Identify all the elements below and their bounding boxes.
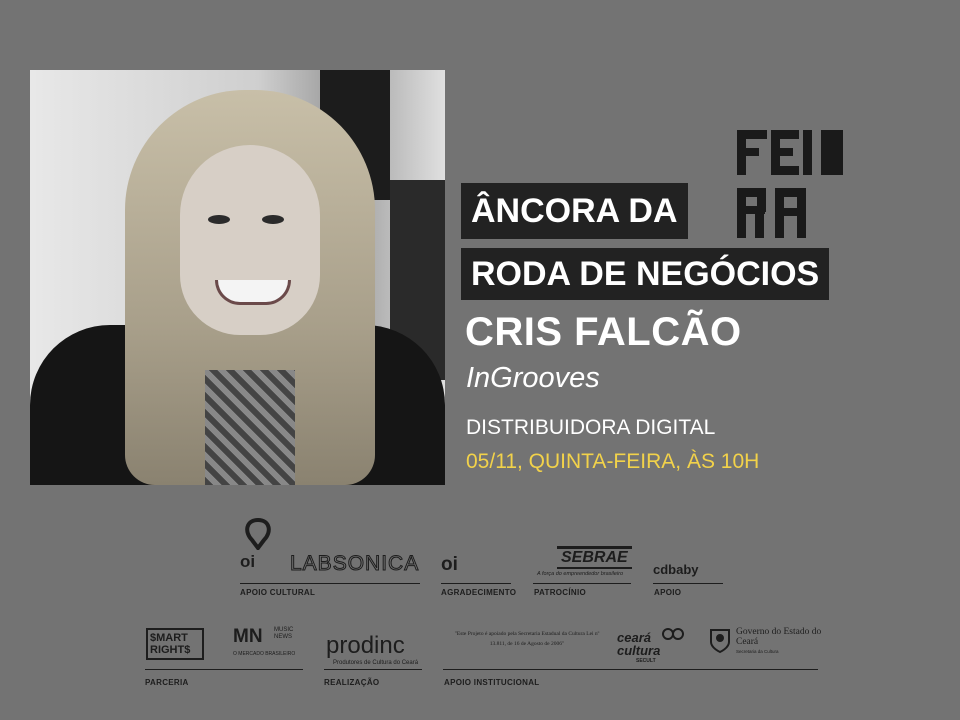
event-schedule: 05/11, QUINTA-FEIRA, ÀS 10H: [466, 450, 760, 473]
eye: [262, 215, 284, 224]
divider: [324, 669, 422, 670]
divider: [443, 669, 818, 670]
mn-tagline: O MERCADO BRASILEIRO: [233, 651, 296, 657]
sebrae-logo: SEBRAE: [557, 546, 632, 569]
oi-futuro-logo: oi: [240, 552, 256, 571]
agradecimento-caption: AGRADECIMENTO: [441, 588, 517, 597]
divider: [145, 669, 303, 670]
mn-music-news: MUSIC NEWS: [274, 627, 294, 640]
apoio-caption: APOIO: [654, 588, 682, 597]
smart-rights-logo: $MART RIGHT$: [146, 628, 204, 660]
speaker-photo: [30, 70, 445, 485]
divider: [240, 583, 420, 584]
oi-logo: oi: [441, 554, 458, 575]
headline-line-2: RODA DE NEGÓCIOS: [461, 248, 829, 300]
governo-subtitle: Secretaria da Cultura: [736, 649, 779, 654]
face: [180, 145, 320, 335]
mn-logo: MN: [233, 626, 263, 647]
ceara-cultura-logo: ceará cultura: [617, 630, 661, 658]
divider: [441, 583, 511, 584]
patrocinio-caption: PATROCÍNIO: [534, 588, 587, 597]
eye: [208, 215, 230, 224]
divider: [533, 583, 631, 584]
speaker-name: CRIS FALCÃO: [465, 310, 742, 354]
secult-label: SECULT: [636, 658, 656, 664]
apoio-institucional-caption: APOIO INSTITUCIONAL: [444, 678, 540, 687]
secult-note: "Este Projeto é apoiado pela Secretaria Estadual da Cultura Lei nº 13.811, de 16 de Agosto de 2006": [454, 631, 600, 647]
governo-ceara-logo: Governo do Estado do Ceará: [736, 627, 822, 647]
oi-futuro-balloon-icon: [240, 518, 276, 550]
headline-line-1: ÂNCORA DA: [461, 183, 688, 239]
realizacao-caption: REALIZAÇÃO: [324, 678, 380, 687]
prodinc-tagline: Produtores de Cultura do Ceará: [333, 660, 419, 666]
parceria-caption: PARCERIA: [145, 678, 189, 687]
speaker-role: DISTRIBUIDORA DIGITAL: [466, 416, 716, 439]
sebrae-tagline: A força do empreendedor brasileiro: [537, 571, 624, 577]
coat-of-arms-icon: [708, 626, 732, 654]
speaker-company: InGrooves: [466, 362, 600, 394]
feira-logo: [735, 130, 845, 242]
prodinc-logo: prodinc: [326, 632, 405, 659]
divider: [653, 583, 723, 584]
ceara-cultura-icon: [662, 625, 684, 643]
cdbaby-logo: cdbaby: [653, 562, 699, 577]
labsonica-logo: LABSONICA: [290, 552, 420, 575]
scarf: [205, 370, 295, 485]
apoio-cultural-caption: APOIO CULTURAL: [240, 588, 316, 597]
